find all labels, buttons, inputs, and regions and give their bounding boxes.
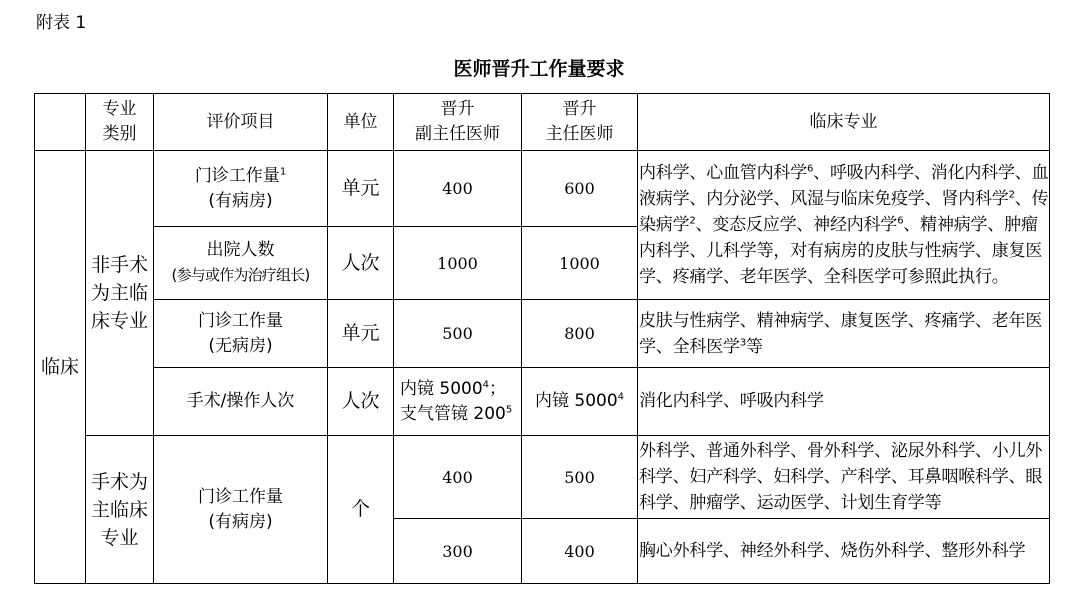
chief-value: 600 — [522, 151, 638, 227]
specialty-internal: 内科学、心血管内科学$^6$、呼吸内科学、消化内科学、血液病学、内分泌学、风湿与临床免疫学、肾内科学$^2$、传染病学$^2$、变态反应学、神经内科学$^6$、精神病学、肿瘤内科学、儿科学等，对有病房的皮肤与性病学、康复医学、疼痛学、老年医学、全科医学可参照此执行。 — [638, 151, 1050, 300]
table-row — [35, 436, 1050, 519]
unit-cell: 人次 — [328, 368, 394, 436]
item-outpatient-noward: 门诊工作量 (无病房) — [154, 300, 328, 368]
item-discharges: 出院人数 (参与或作为治疗组长) — [154, 227, 328, 300]
deputy-value: 400 — [394, 151, 522, 227]
header-item: 评价项目 — [154, 94, 328, 151]
item-outpatient-ward: 门诊工作量$^1$ (有病房) — [154, 151, 328, 227]
item-outpatient-surgical: 门诊工作量 (有病房) — [154, 436, 328, 584]
document-title: 医师晋升工作量要求 — [453, 58, 625, 80]
table-row — [35, 368, 1050, 436]
workload-table — [34, 93, 1050, 584]
chief-value: 400 — [522, 519, 638, 584]
table-row — [35, 151, 1050, 227]
specialty-noward: 皮肤与性病学、精神病学、康复医学、疼痛学、老年医学、全科医学$^3$等 — [638, 300, 1050, 368]
table-row — [35, 300, 1050, 368]
header-deputy-chief: 晋升 副主任医师 — [394, 94, 522, 151]
unit-cell: 单元 — [328, 151, 394, 227]
deputy-value: 1000 — [394, 227, 522, 300]
specialty-surgical: 外科学、普通外科学、骨外科学、泌尿外科学、小儿外科学、妇产科学、妇科学、产科学、耳鼻咽喉科学、眼科学、肿瘤学、运动医学、计划生育学等 — [638, 436, 1050, 519]
deputy-value: 500 — [394, 300, 522, 368]
subgroup-surgical: 手术为主临床专业 — [86, 436, 154, 584]
item-surgery-count: 手术/操作人次 — [154, 368, 328, 436]
specialty-endoscopy: 消化内科学、呼吸内科学 — [638, 368, 1050, 436]
subgroup-nonsurgical: 非手术为主临床专业 — [86, 151, 154, 436]
chief-value: 内镜 5000$^4$ — [522, 368, 638, 436]
header-unit: 单位 — [328, 94, 394, 151]
deputy-value: 内镜 5000$^4$； 支气管镜 $200^5$ — [394, 368, 522, 436]
unit-cell: 单元 — [328, 300, 394, 368]
annex-label: 附表 1 — [36, 13, 87, 33]
group-clinical: 临床 — [35, 151, 86, 584]
header-category: 专业 类别 — [86, 94, 154, 151]
specialty-cardiothoracic: 胸心外科学、神经外科学、烧伤外科学、整形外科学 — [638, 519, 1050, 584]
deputy-value: 400 — [394, 436, 522, 519]
chief-value: 1000 — [522, 227, 638, 300]
header-empty-cell — [35, 94, 86, 151]
chief-value: 800 — [522, 300, 638, 368]
unit-cell: 个 — [328, 436, 394, 584]
header-chief: 晋升 主任医师 — [522, 94, 638, 151]
chief-value: 500 — [522, 436, 638, 519]
unit-cell: 人次 — [328, 227, 394, 300]
deputy-value: 300 — [394, 519, 522, 584]
header-row — [35, 94, 1050, 151]
header-specialty: 临床专业 — [638, 94, 1050, 151]
